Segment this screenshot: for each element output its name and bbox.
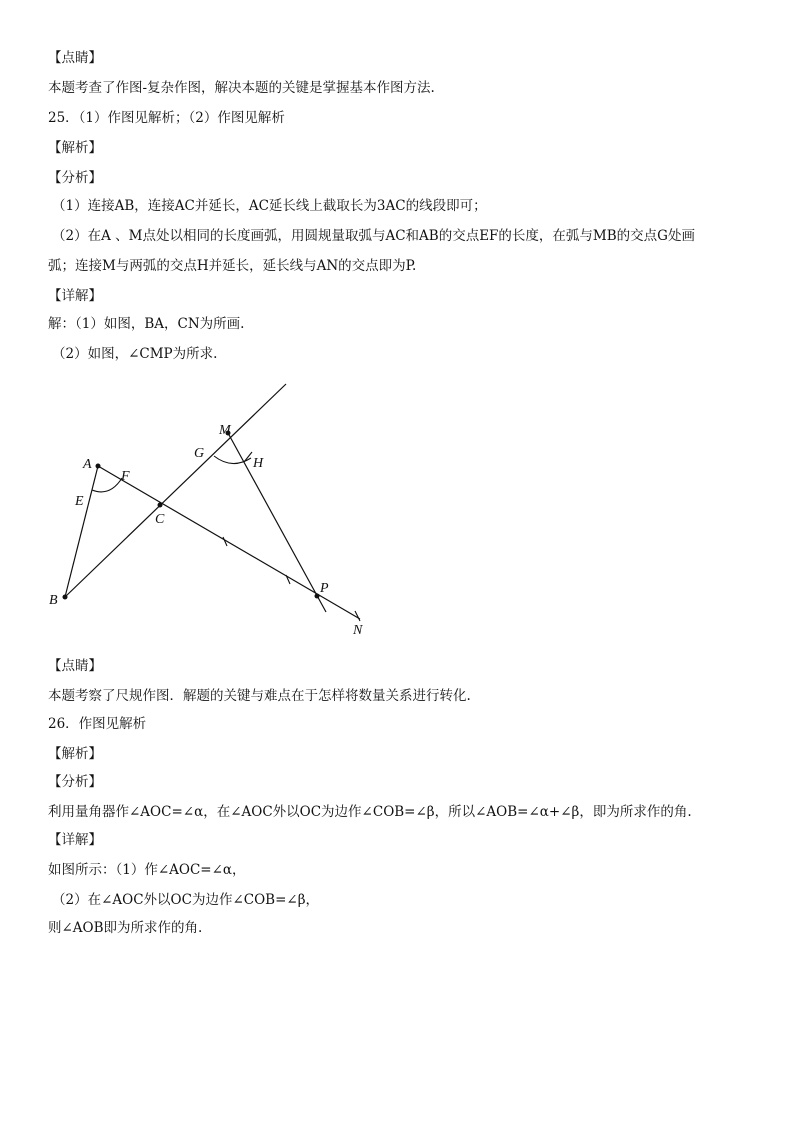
label-m: M xyxy=(219,423,231,438)
geometry-figure xyxy=(0,370,800,650)
point-p xyxy=(315,594,320,599)
label-e: E xyxy=(75,494,84,509)
line-12: 【点睛】 xyxy=(48,658,102,674)
line-9: 【详解】 xyxy=(48,288,102,304)
line-3: 25．（1）作图见解析；（2）作图见解析 xyxy=(48,110,285,126)
segment-ba xyxy=(65,466,98,597)
point-b xyxy=(63,595,68,600)
label-b: B xyxy=(49,593,58,608)
label-h: H xyxy=(253,456,264,471)
line-17: 利用量角器作∠AOC=∠α，在∠AOC外以OC为边作∠COB=∠β，所以∠AOB=∠α+∠β，即为所求作的角. xyxy=(48,804,692,820)
line-6: （1）连接AB，连接AC并延长，AC延长线上截取长为3AC的线段即可； xyxy=(52,198,487,214)
label-g: G xyxy=(194,446,205,461)
ray-mp xyxy=(228,433,326,612)
label-a: A xyxy=(83,457,92,472)
line-1: 【点睛】 xyxy=(48,50,102,66)
label-p: P xyxy=(320,581,329,596)
label-f: F xyxy=(121,469,130,484)
line-16: 【分析】 xyxy=(48,774,102,790)
line-14: 26．作图见解析 xyxy=(48,716,147,732)
point-c xyxy=(158,503,163,508)
line-21: 则∠AOB即为所求作的角. xyxy=(48,920,203,936)
line-15: 【解析】 xyxy=(48,746,102,762)
tick-h xyxy=(244,452,252,462)
line-20: （2）在∠AOC外以OC为边作∠COB=∠β， xyxy=(52,892,320,908)
label-c: C xyxy=(155,512,165,527)
label-n: N xyxy=(353,623,363,638)
line-5: 【分析】 xyxy=(48,170,102,186)
arc-at-a xyxy=(92,478,122,492)
line-11: （2）如图，∠CMP为所求. xyxy=(52,346,218,362)
line-2: 本题考查了作图-复杂作图，解决本题的关键是掌握基本作图方法. xyxy=(48,80,435,96)
line-7: （2）在A 、M点处以相同的长度画弧，用圆规量取弧与AC和AB的交点EF的长度，在弧与MB的交点G处画 xyxy=(52,228,695,244)
line-8: 弧；连接M与两弧的交点H并延长，延长线与AN的交点即为P. xyxy=(48,258,417,274)
line-13: 本题考察了尺规作图．解题的关键与难点在于怎样将数量关系进行转化. xyxy=(48,688,471,704)
ray-an xyxy=(98,466,360,619)
line-4: 【解析】 xyxy=(48,140,102,156)
line-19: 如图所示：（1）作∠AOC=∠α， xyxy=(48,862,246,878)
line-10: 解：（1）如图，BA，CN为所画. xyxy=(48,316,245,332)
point-a xyxy=(96,464,101,469)
line-18: 【详解】 xyxy=(48,832,102,848)
ray-bm xyxy=(65,384,286,597)
